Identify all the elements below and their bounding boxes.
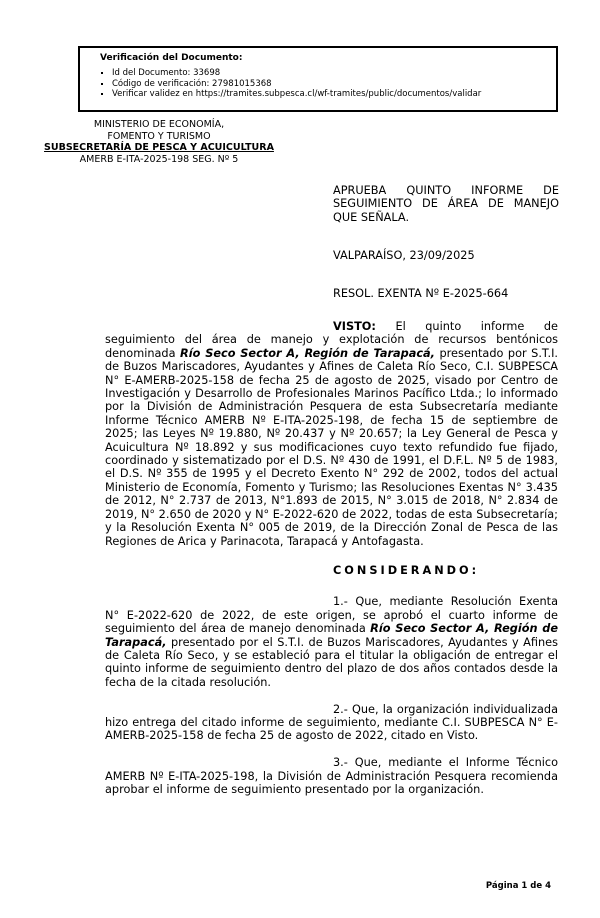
considerando-paragraph-1 — [105, 595, 558, 689]
considerando-1-text-2: presentado por el S.T.I. de Buzos Mariscadores, Ayudantes y Afines de Caleta Río Seco, y se estableció para el titular la obligación de entregar el quinto informe de seguimiento dentro del plazo de dos años contados desde la fecha de la citada resolución. — [105, 635, 558, 689]
visto-label: VISTO: — [333, 320, 376, 333]
considerando-paragraph-3: 3.- Que, mediante el Informe Técnico AMERB Nº E-ITA-2025-198, la División de Administración Pesquera recomienda aprobar el informe de seguimiento presentado por la organización. — [105, 756, 558, 796]
verification-item-url: ▪ Verificar validez en https://tramites.subpesca.cl/wf-tramites/public/documentos/validar — [112, 89, 556, 100]
considerando-heading: CONSIDERANDO: — [333, 563, 480, 577]
ministry-line-2: FOMENTO Y TURISMO — [107, 130, 211, 142]
verification-list — [80, 68, 556, 100]
visto-text-1: El quinto informe de seguimiento del área de manejo y explotación de recursos bentónicos denominada — [105, 320, 558, 360]
resolution-header — [333, 184, 559, 300]
ministry-line-1: MINISTERIO DE ECONOMÍA, — [93, 119, 225, 130]
area-name: Río Seco Sector A, Región de Tarapacá, — [105, 622, 558, 649]
page-number: Página 1 de 4 — [485, 881, 551, 891]
visto-paragraph — [105, 320, 558, 548]
resolution-number: RESOL. EXENTA Nº E-2025-664 — [333, 286, 509, 300]
verification-box — [78, 46, 558, 112]
letterhead — [33, 119, 285, 165]
visto-text-2: presentado por S.T.I. de Buzos Mariscadores, Ayudantes y Afines de Caleta Río Seco, C.I. SUBPESCA N° E-AMERB-2025-158 de fecha 25 de agosto de 2025, visado por Centro de Investigación y Desarrollo de Profesionales Marinos Pacífico Ltda.; lo informado por la División de Administración Pesquera de esta Subsecretaría mediante Informe Técnico AMERB Nº E-ITA-2025-198, de fecha 15 de septiembre de 2025; las Leyes Nº 19.880, Nº 20.437 y Nº 20.657; la Ley General de Pesca y Acuicultura Nº 18.892 y sus modificaciones cuyo texto refundido fue fijado, coordinado y sistematizado por el D.S. Nº 430 de 1991, el D.F.L. Nº 5 de 1983, el D.S. Nº 355 de 1995 y el Decreto Exento N° 292 de 2002, todos del actual Ministerio de Economía, Fomento y Turismo; las Resoluciones Exentas N° 3.435 de 2012, N° 2.737 de 2013, N°1.893 de 2015, N° 3.015 de 2018, N° 2.834 de 2019, N° 2.650 de 2020 y N° E-2022-620 de 2022, todas de esta Subsecretaría; y la Resolución Exenta N° 005 de 2019, de la Dirección Zonal de Pesca de las Regiones de Arica y Parinacota, Tarapacá y Antofagasta. — [105, 346, 558, 548]
considerando-paragraph-2: 2.- Que, la organización individualizada hizo entrega del citado informe de seguimiento, mediante C.I. SUBPESCA N° E-AMERB-2025-158 de fecha 25 de agosto de 2022, citado en Visto. — [105, 702, 558, 743]
place-date: VALPARAÍSO, 23/09/2025 — [333, 249, 475, 263]
document-body — [105, 320, 558, 810]
subsecretaria-line: SUBSECRETARÍA DE PESCA Y ACUICULTURA — [44, 142, 274, 153]
considerando-1-text-1: 1.- Que, mediante Resolución Exenta N° E-2022-620 de 2022, de este origen, se aprobó el cuarto informe de seguimiento del área de manejo denominada — [105, 595, 558, 636]
verification-item-document-id: ▪ Id del Documento: 33698 — [112, 68, 556, 79]
amerb-reference: AMERB E-ITA-2025-198 SEG. Nº 5 — [79, 153, 239, 165]
resolution-subject: APRUEBA QUINTO INFORME DE SEGUIMIENTO DE ÁREA DE MANEJO QUE SEÑALA. — [333, 184, 559, 224]
verification-title: Verificación del Documento: — [100, 53, 243, 63]
area-name: Río Seco Sector A, Región de Tarapacá, — [180, 346, 435, 360]
verification-item-code: ▪ Código de verificación: 27981015368 — [112, 79, 556, 90]
